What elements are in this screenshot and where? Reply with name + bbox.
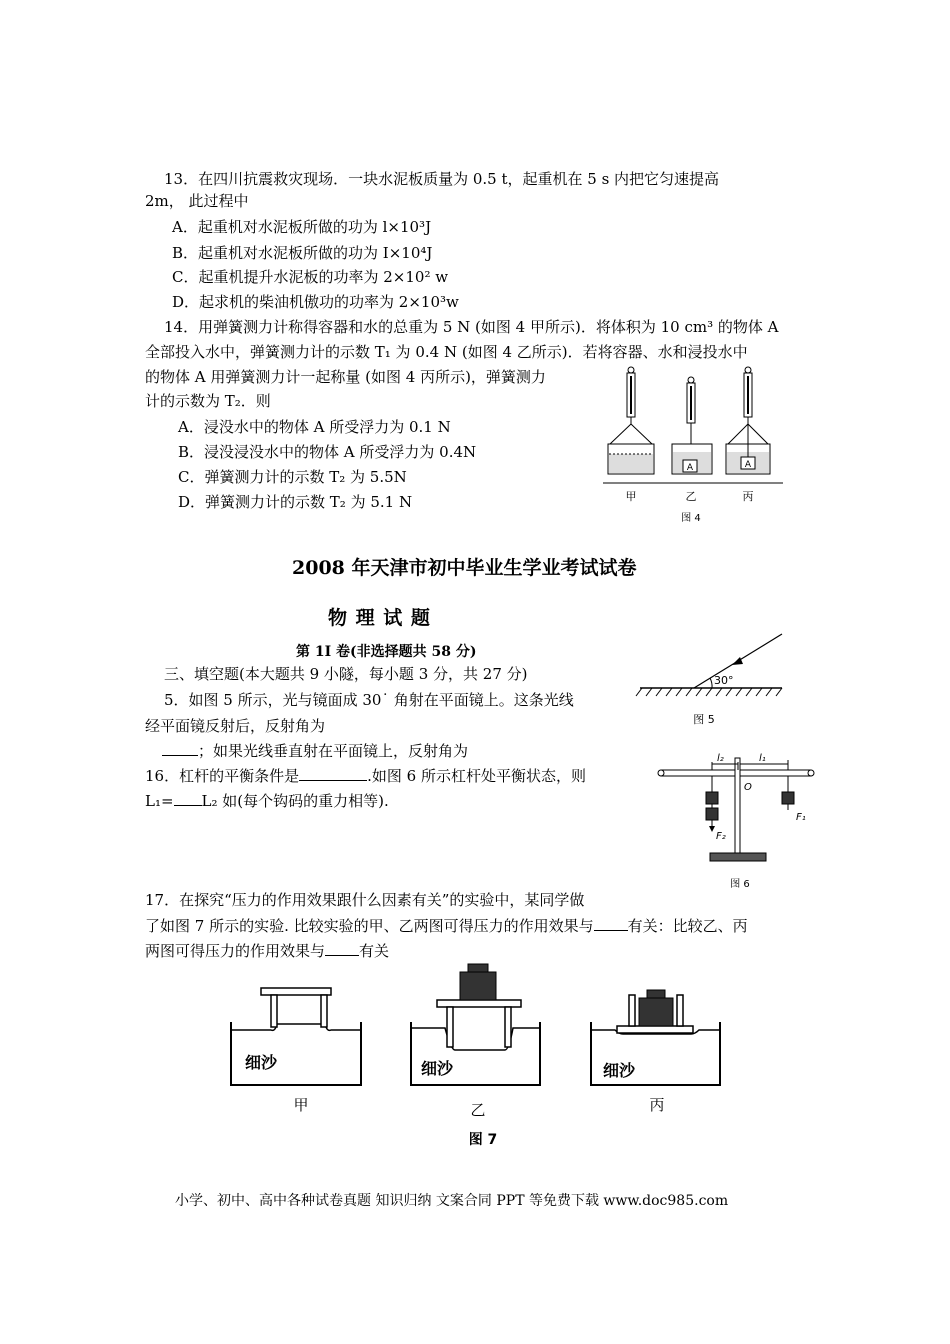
q14-stem-line-1: 14．用弹簧测力计称得容器和水的总重为 5 N (如图 4 甲所示)．将体积为 10 cm³ 的物体 A (164, 318, 779, 336)
q14-option-b: B．浸没浸没水中的物体 A 所受浮力为 0.4N (178, 443, 477, 461)
figure-4-spring-scales (598, 362, 788, 527)
fig6-f2-label: F₂ (716, 831, 726, 842)
q13-stem-line-2: 2m， 此过程中 (145, 192, 249, 210)
fig7-setup-jia (231, 988, 361, 1085)
fig7-weight-bing (639, 998, 673, 1026)
q17-line-2b: 有关：比较乙、丙 (627, 917, 748, 935)
fig7-label-yi: 乙 (470, 1101, 486, 1119)
fig4-label-yi: 乙 (685, 490, 697, 503)
page-footer: 小学、初中、高中各种试卷真题 知识归纳 文案合同 PPT 等免费下载 www.doc985.com (175, 1193, 729, 1209)
q16-line-1a: 16．杠杆的平衡条件是 (145, 767, 300, 785)
q17-line-2a: 了如图 7 所示的实验. 比较实验的甲、乙两图可得压力的作用效果与 (145, 917, 594, 935)
q16-line-1-wrapper (145, 765, 586, 787)
ray-arrow-icon (732, 657, 743, 665)
q14-option-d: D．弹簧测力计的示数 T₂ 为 5.1 N (178, 493, 413, 511)
fig4-scale-jia (608, 367, 654, 474)
figure-7-pressure-experiment (225, 960, 735, 1150)
exam-title: 2008 年天津市初中毕业生学业考试试卷 (292, 557, 637, 579)
figure-5-mirror-reflection (632, 632, 792, 730)
fig7-sand-label-jia: 细沙 (245, 1053, 278, 1072)
q17-line-1: 17．在探究“压力的作用效果跟什么因素有关”的实验中，某同学做 (145, 891, 585, 909)
q16-answer-blank-1[interactable] (299, 766, 367, 781)
fig7-label-jia: 甲 (293, 1096, 309, 1114)
fig4-label-jia: 甲 (625, 490, 637, 503)
q16-line-2b: L₂ 如(每个钩码的重力相等). (201, 792, 389, 810)
q13-option-b: B．起重机对水泥板所做的功为 I×10⁴J (172, 244, 433, 262)
q14-option-a: A．浸没水中的物体 A 所受浮力为 0.1 N (178, 418, 451, 436)
q14-stem-line-4: 计的示数为 T₂．则 (145, 392, 271, 410)
fig4-caption: 图 4 (681, 513, 701, 524)
q17-line-3b: 有关 (359, 942, 390, 960)
fig6-f1-label: F₁ (796, 812, 806, 823)
fig7-sand-label-yi: 细沙 (421, 1059, 454, 1078)
q16-line-1b: .如图 6 所示杠杆处平衡状态，则 (367, 767, 586, 785)
q14-option-c: C．弹簧测力计的示数 T₂ 为 5.5N (178, 468, 407, 486)
fig6-l2-label: l₂ (717, 753, 724, 764)
q13-stem-line-1: 13．在四川抗震救灾现场．一块水泥板质量为 0.5 t，起重机在 5 s 内把它匀速提高 (164, 170, 720, 188)
exam-subject: 物 理 试 题 (328, 607, 431, 629)
fig4-scale-bing (726, 367, 770, 474)
fig7-setup-bing (591, 990, 720, 1085)
lever-stand (735, 758, 740, 853)
q14-stem-line-2: 全部投入水中，弹簧测力计的示数 T₁ 为 0.4 N (如图 4 乙所示)．若将容器、水和浸投水中 (145, 343, 748, 361)
q5-line-1: 5．如图 5 所示，光与镜面成 30˙ 角射在平面镜上。这条光线 (164, 691, 574, 709)
q5-line-3: ；如果光线垂直射在平面镜上，反射角为 (198, 742, 469, 760)
q16-line-2a: L₁= (145, 792, 174, 810)
q14-stem-line-3: 的物体 A 用弹簧测力计一起称量 (如图 4 丙所示)，弹簧测力 (145, 368, 546, 386)
q13-option-c: C．起重机提升水泥板的功率为 2×10² w (172, 268, 449, 286)
fig4-block-label-yi: A (686, 463, 694, 473)
lever-base (710, 853, 766, 861)
fig7-setup-yi (411, 964, 540, 1085)
fig4-block-label-bing: A (744, 460, 752, 470)
q17-line-3-wrapper (145, 940, 389, 962)
fig6-l1-label: l₁ (759, 753, 766, 764)
q5-answer-blank-1[interactable] (162, 741, 198, 756)
fig7-caption: 图 7 (468, 1132, 498, 1148)
q17-line-2-wrapper (145, 915, 748, 937)
fig6-pivot-label: O (744, 782, 752, 793)
fig6-caption: 图 6 (730, 879, 750, 890)
figure-6-lever (655, 750, 820, 895)
part-heading: 三、填空题(本大题共 9 小隧，每小题 3 分，共 27 分) (164, 665, 528, 683)
q17-answer-blank-1[interactable] (594, 916, 628, 931)
fig7-weight-yi (460, 972, 496, 1000)
q13-option-d: D．起求机的柴油机傲功的功率为 2×10³w (172, 293, 459, 311)
q5-line-3-wrapper (162, 740, 468, 762)
q16-answer-blank-2[interactable] (174, 791, 202, 806)
q17-line-3a: 两图可得压力的作用效果与 (145, 942, 326, 960)
fig5-angle-label: 30° (714, 674, 734, 687)
fig5-caption: 图 5 (693, 713, 715, 726)
q5-line-2: 经平面镜反射后，反射角为 (145, 717, 326, 735)
fig7-sand-label-bing: 细沙 (603, 1061, 636, 1080)
q16-line-2-wrapper (145, 790, 389, 812)
fig7-label-bing: 丙 (649, 1096, 665, 1114)
q17-answer-blank-2[interactable] (325, 941, 359, 956)
fig4-label-bing: 丙 (742, 490, 754, 503)
q13-option-a: A．起重机对水泥板所做的功为 l×10³J (172, 218, 432, 236)
force-arrow-f2-icon (709, 826, 715, 832)
section-heading: 第 1I 卷(非选择题共 58 分) (296, 644, 477, 660)
fig4-scale-yi (672, 377, 712, 474)
